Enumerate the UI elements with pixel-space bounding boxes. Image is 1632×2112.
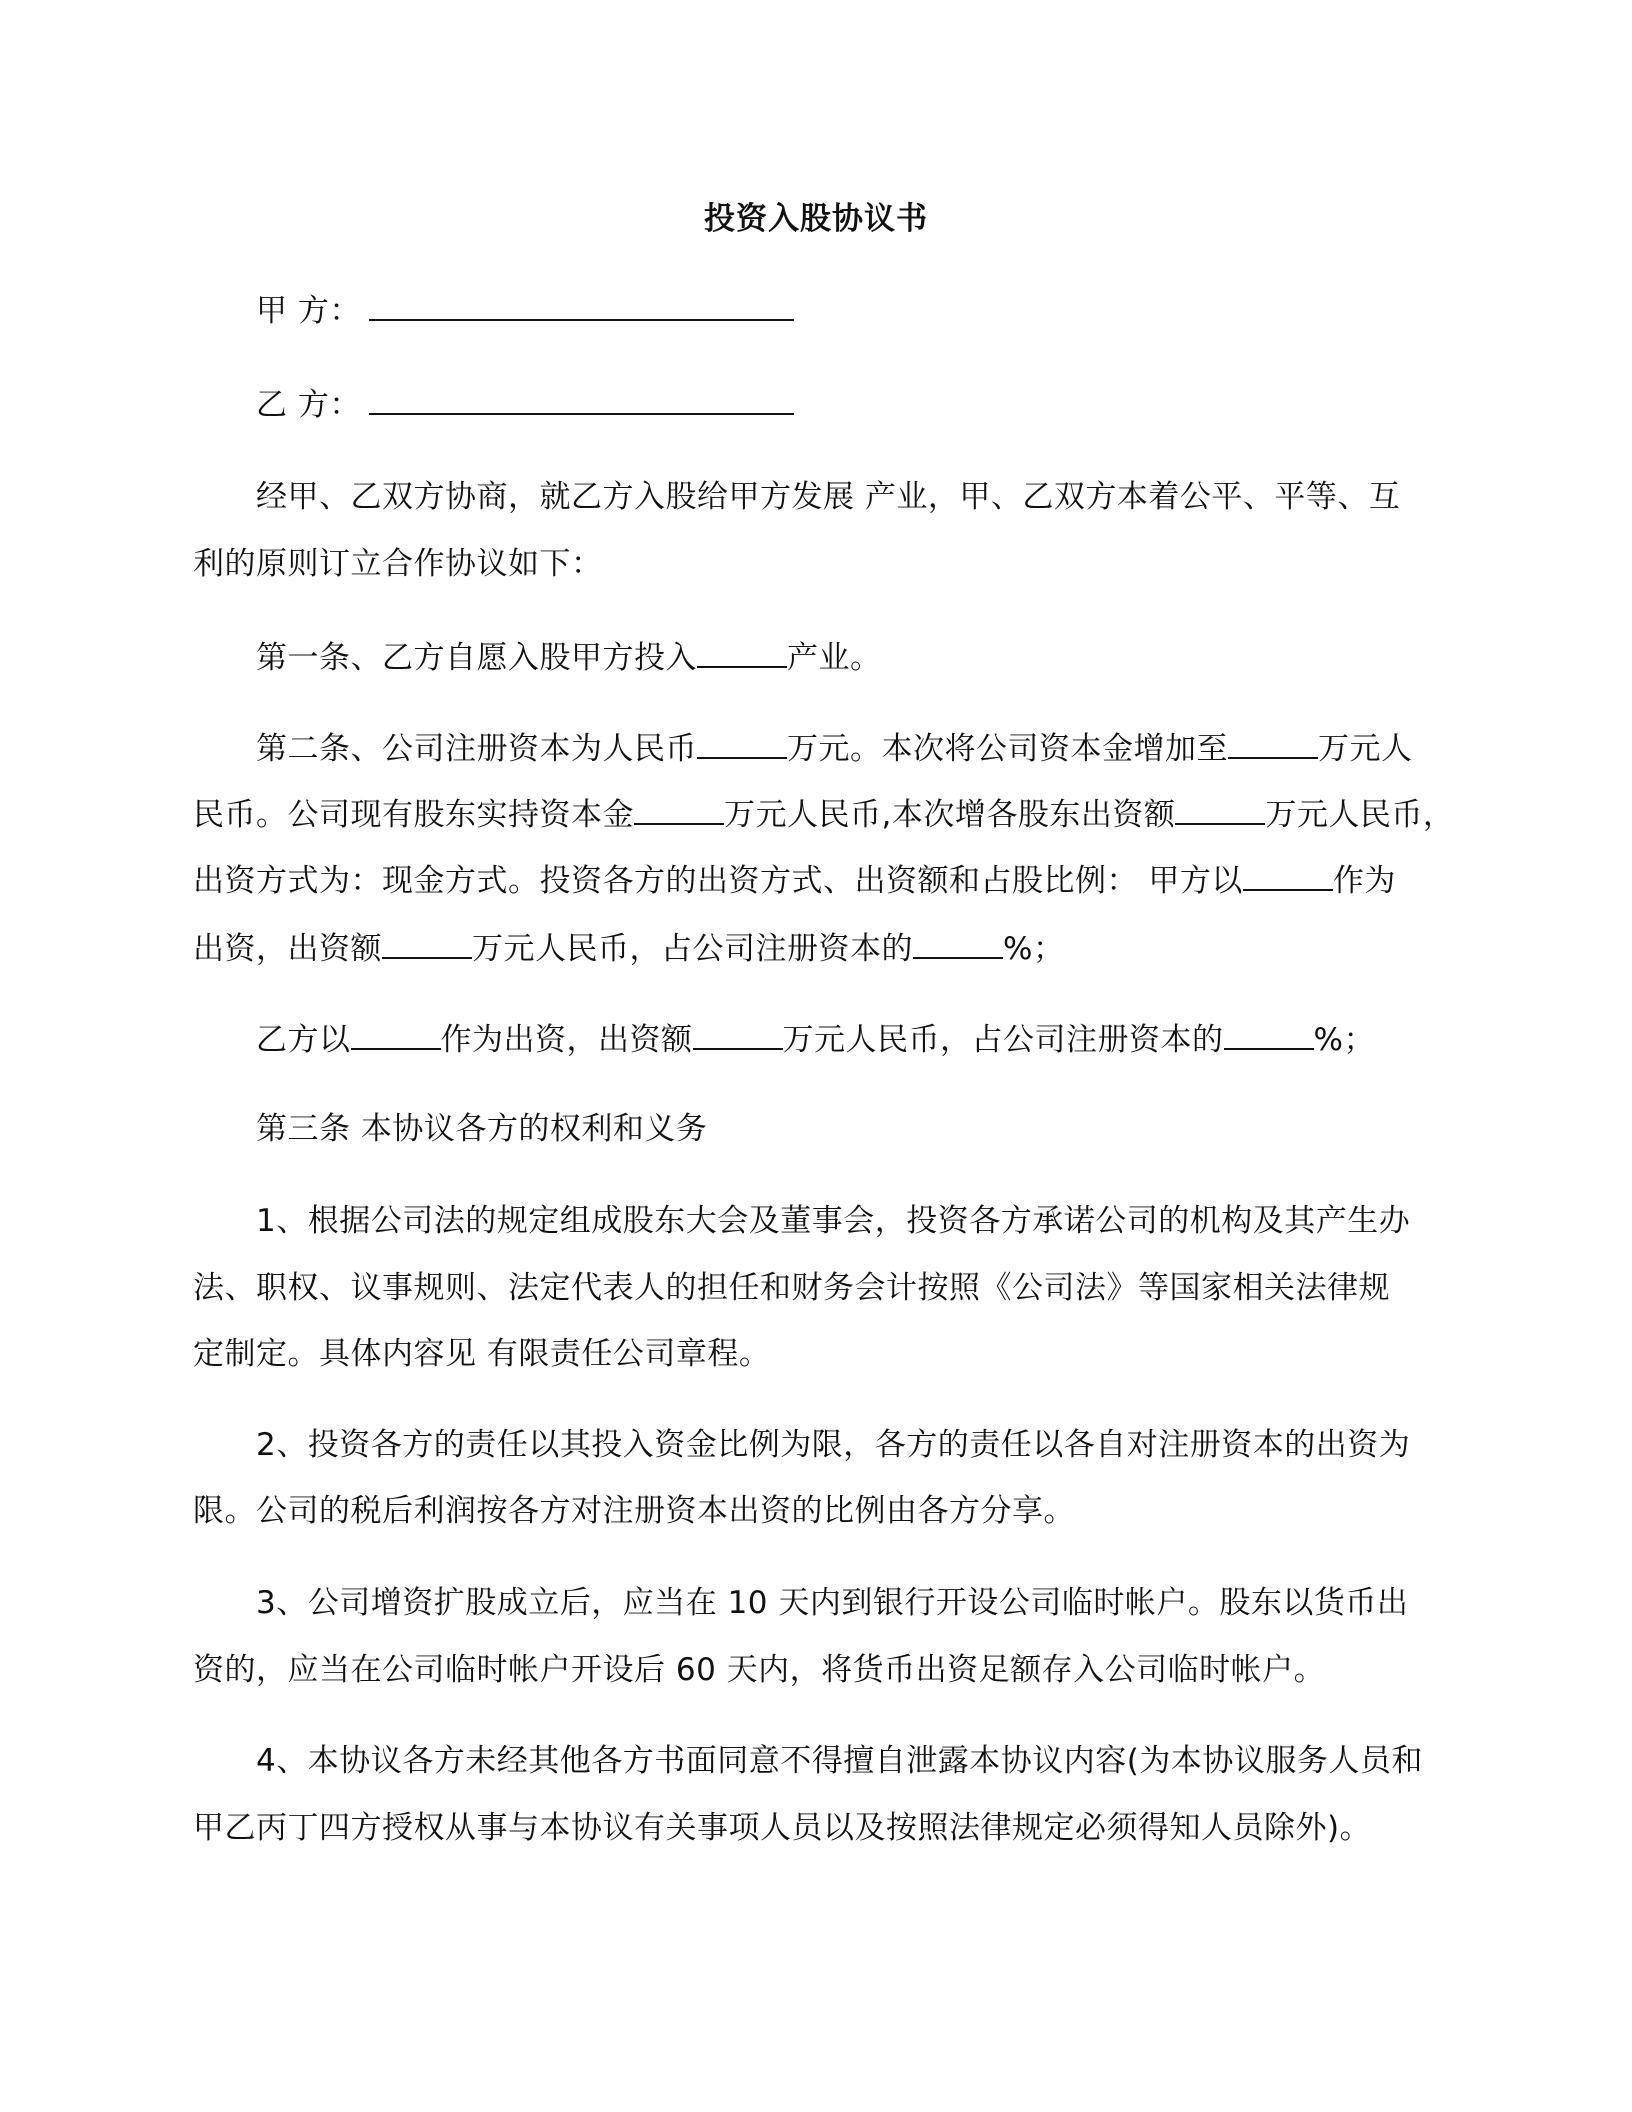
article-2-l5-d: %； [1313, 1022, 1375, 1058]
article-2-l4-a: 出资，出资额 [193, 931, 382, 967]
clause-4-line-2: 甲乙丙丁四方授权从事与本协议有关事项人员以及按照法律规定必须得知人员除外)。 [193, 1810, 1372, 1846]
article-2-l2-c: 万元人民币， [1265, 797, 1455, 833]
article-1-text-b: 产业。 [787, 640, 882, 676]
article-2-blank-7[interactable] [913, 929, 1003, 959]
clause-2-line-2: 限。公司的税后利润按各方对注册资本出资的比例由各方分享。 [193, 1493, 1075, 1529]
article-2-line-5 [256, 1020, 1516, 1060]
article-2-l5-b: 作为出资，出资额 [440, 1022, 693, 1058]
article-2-l2-b: 万元人民币,本次增各股东出资额 [724, 797, 1176, 833]
party-b-label: 乙 方： [256, 387, 361, 423]
preamble-line-2: 利的原则订立合作协议如下： [193, 546, 603, 582]
article-2-l5-a: 乙方以 [256, 1022, 351, 1058]
clause-3-line-2: 资的，应当在公司临时帐户开设后 60 天内，将货币出资足额存入公司临时帐户。 [193, 1652, 1326, 1688]
article-2-blank-10[interactable] [1224, 1020, 1314, 1050]
clause-4-line-1: 4、本协议各方未经其他各方书面同意不得擅自泄露本协议内容(为本协议服务人员和 [256, 1743, 1423, 1779]
article-3-heading: 第三条 本协议各方的权利和义务 [256, 1111, 708, 1147]
article-2-line-1 [256, 729, 1516, 769]
article-2-blank-2[interactable] [1228, 729, 1318, 759]
clause-1-line-3: 定制定。具体内容见 有限责任公司章程。 [193, 1336, 771, 1372]
article-1-text-a: 第一条、乙方自愿入股甲方投入 [256, 640, 697, 676]
preamble-line-1: 经甲、乙双方协商，就乙方入股给甲方发展 产业，甲、乙双方本着公平、平等、互 [256, 479, 1401, 515]
article-2-line-4 [193, 929, 1453, 969]
document-title: 投资入股协议书 [704, 201, 928, 237]
article-2-blank-3[interactable] [634, 795, 724, 825]
article-2-blank-8[interactable] [351, 1020, 441, 1050]
article-2-l4-b: 万元人民币，占公司注册资本的 [472, 931, 913, 967]
article-2-blank-6[interactable] [382, 929, 472, 959]
clause-1-line-1: 1、根据公司法的规定组成股东大会及董事会，投资各方承诺公司的机构及其产生办 [256, 1203, 1411, 1239]
party-a-label: 甲 方： [256, 293, 361, 329]
article-2-blank-5[interactable] [1243, 861, 1333, 891]
clause-2-line-1: 2、投资各方的责任以其投入资金比例为限，各方的责任以各自对注册资本的出资为 [256, 1427, 1411, 1463]
article-2-l2-a: 民币。公司现有股东实持资本金 [193, 797, 634, 833]
article-2-blank-1[interactable] [697, 729, 787, 759]
article-2-l4-c: %； [1003, 931, 1065, 967]
clause-3-line-1: 3、公司增资扩股成立后，应当在 10 天内到银行开设公司临时帐户。股东以货币出 [256, 1585, 1409, 1621]
article-2-l3-b: 作为 [1332, 863, 1396, 899]
article-2-l3-a: 出资方式为：现金方式。投资各方的出资方式、出资额和占股比例： 甲方以 [193, 863, 1243, 899]
clause-1-line-2: 法、职权、议事规则、法定代表人的担任和财务会计按照《公司法》等国家相关法律规 [193, 1270, 1390, 1306]
article-2-blank-4[interactable] [1175, 795, 1265, 825]
article-1 [256, 638, 1516, 678]
article-1-blank[interactable] [697, 638, 787, 668]
article-2-l1-c: 万元人 [1318, 731, 1413, 767]
party-a-line [256, 291, 1516, 331]
article-2-line-3 [193, 861, 1453, 901]
party-b-blank[interactable] [369, 385, 794, 415]
article-2-blank-9[interactable] [693, 1020, 783, 1050]
party-a-blank[interactable] [369, 291, 794, 321]
party-b-line [256, 385, 1516, 425]
article-2-l1-b: 万元。本次将公司资本金增加至 [787, 731, 1228, 767]
article-2-line-2 [193, 795, 1453, 835]
article-2-l1-a: 第二条、公司注册资本为人民币 [256, 731, 697, 767]
article-2-l5-c: 万元人民币，占公司注册资本的 [782, 1022, 1224, 1058]
